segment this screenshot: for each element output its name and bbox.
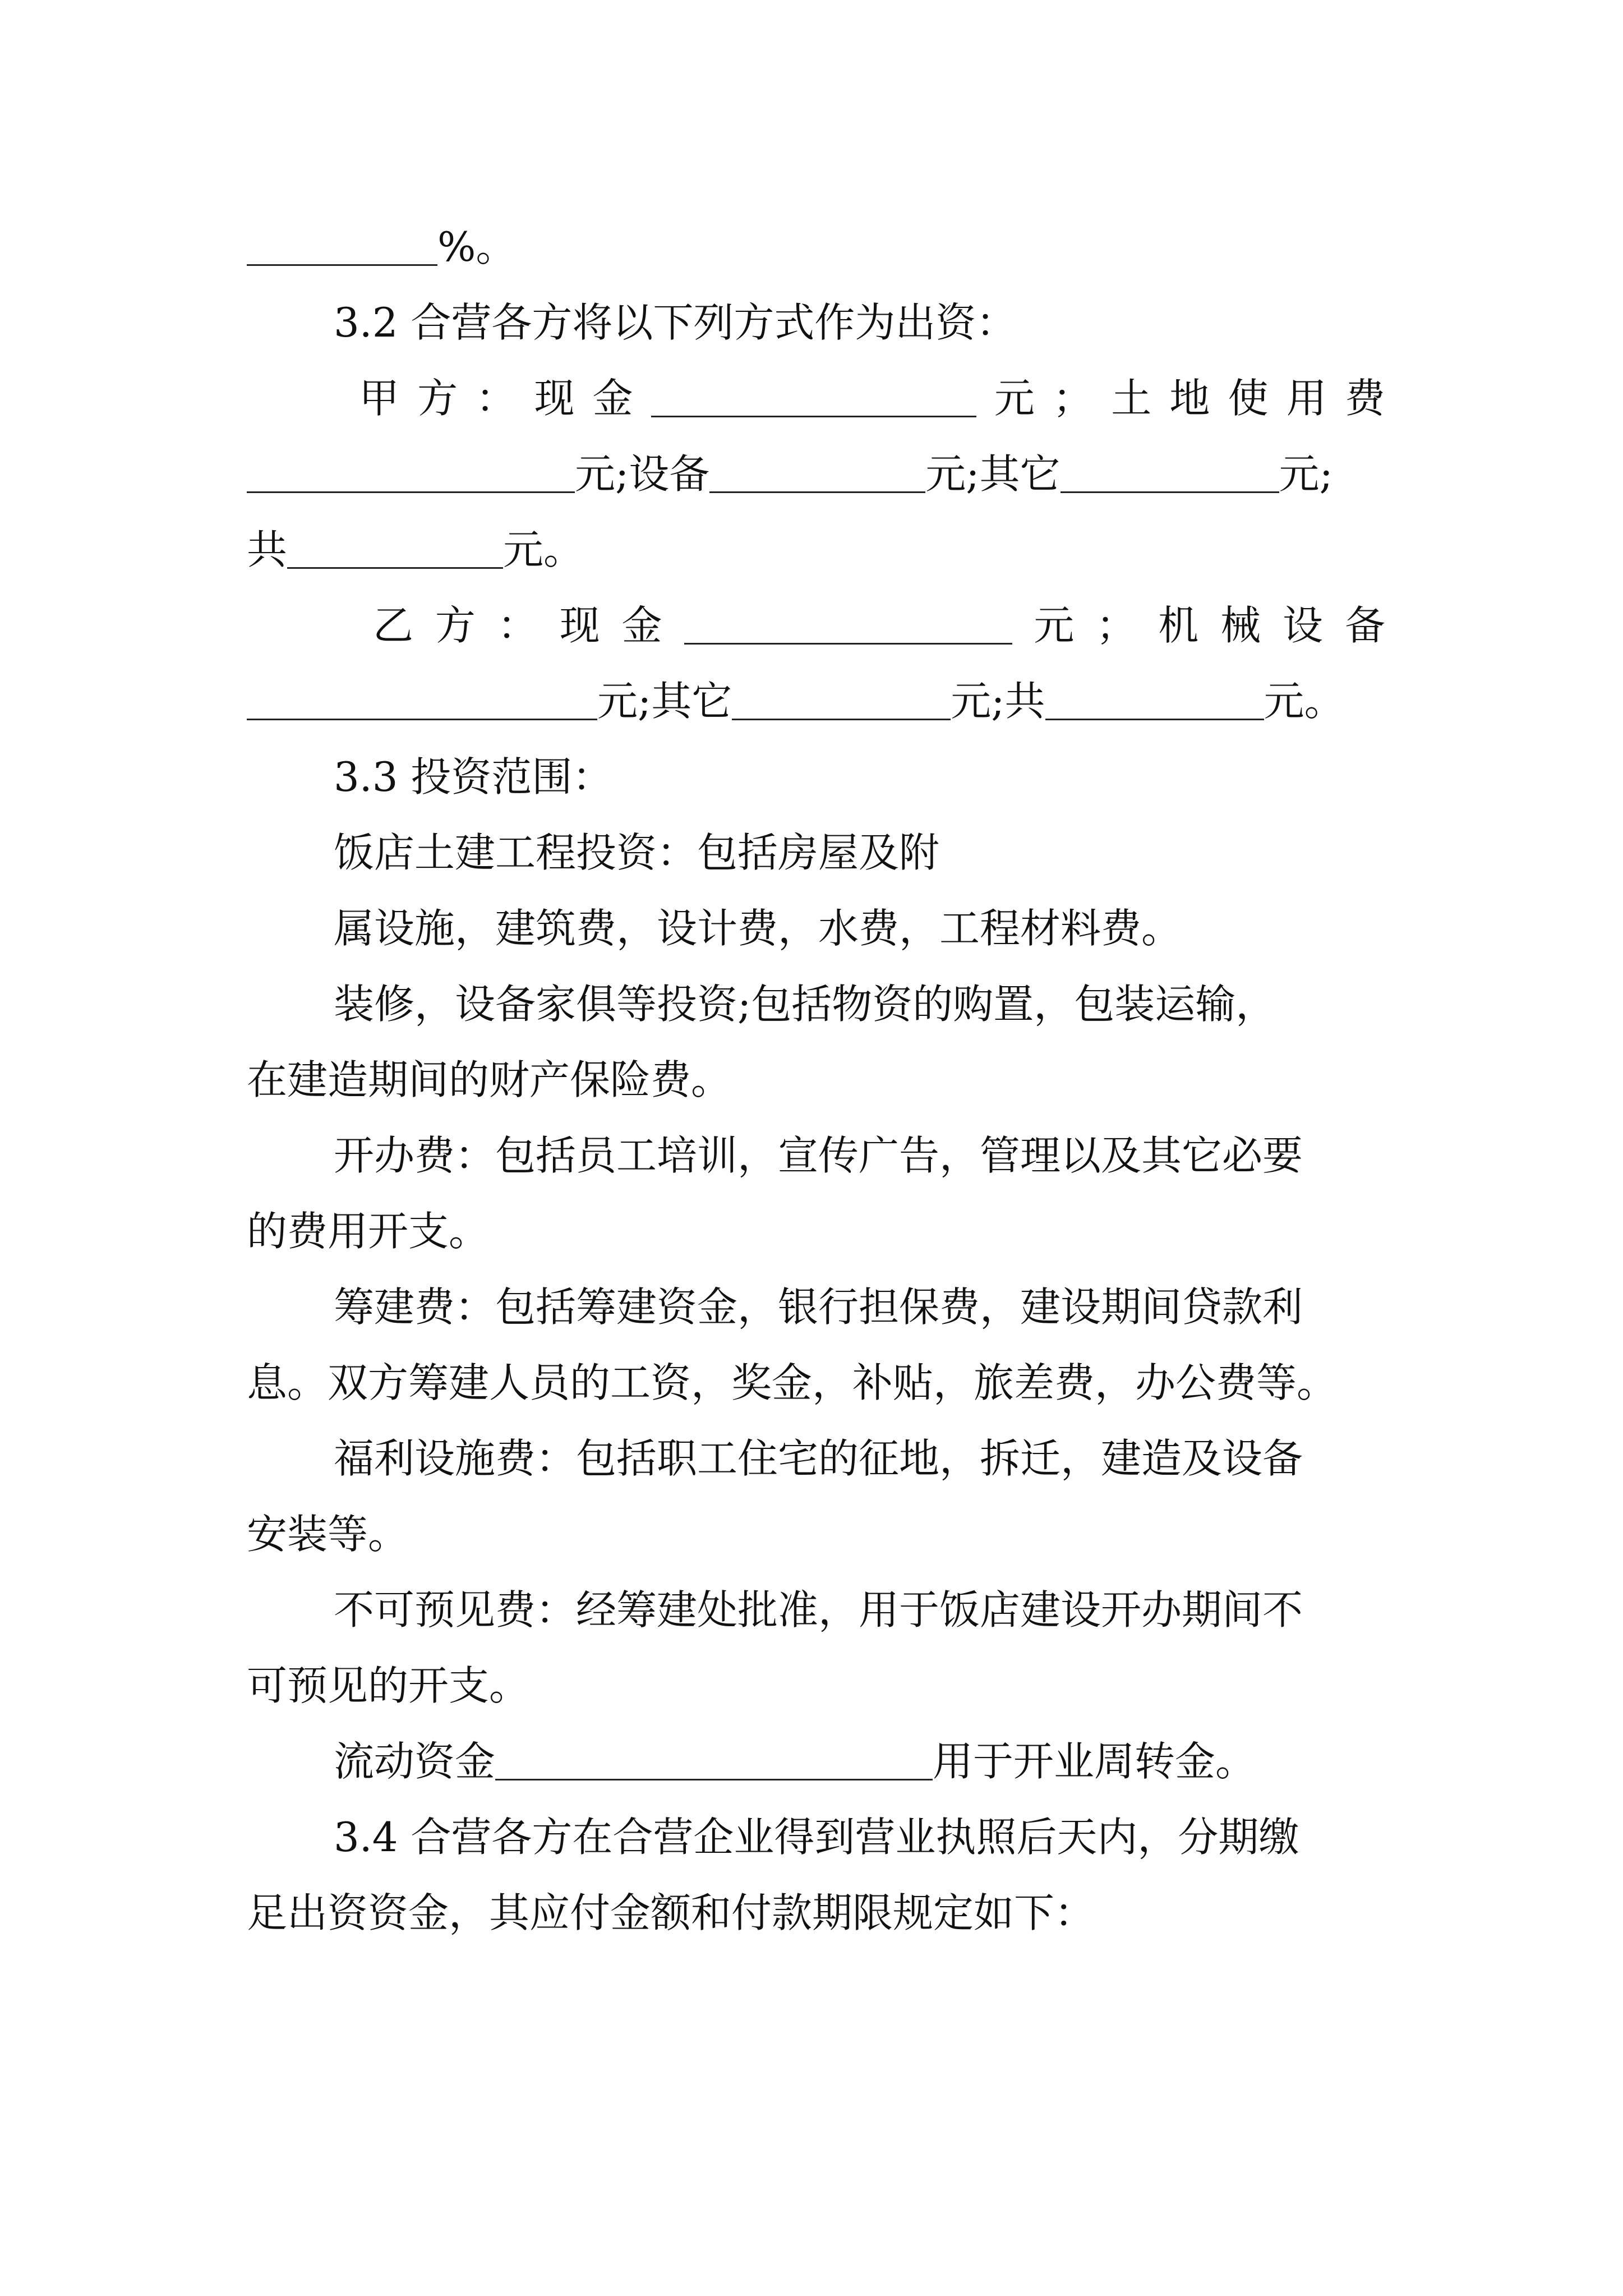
working-capital-label: 流动资金 xyxy=(334,1738,496,1785)
working-capital-suffix: 用于开业周转金。 xyxy=(933,1738,1256,1785)
blank-party-a-cash xyxy=(651,380,976,417)
party-a-char-3: ： xyxy=(476,375,517,422)
party-b-char-1: 乙 xyxy=(373,602,414,649)
working-capital-line xyxy=(247,1731,1385,1792)
welfare-fee-line-2: 安装等。 xyxy=(247,1511,409,1558)
blank-equipment xyxy=(709,455,925,493)
percent-line xyxy=(247,216,1385,278)
party-b-char-4: 现 xyxy=(559,602,600,649)
preparation-fee-line-1: 筹建费：包括筹建资金，银行担保费，建设期间贷款利 xyxy=(334,1283,1303,1331)
party-a-char-6: 元 xyxy=(994,375,1035,422)
opening-fee-line-1: 开办费：包括员工培训，宣传广告，管理以及其它必要 xyxy=(334,1132,1303,1179)
blank-party-b-other xyxy=(732,683,951,720)
blank-land-fee xyxy=(247,455,575,493)
blank-party-b-cash xyxy=(684,607,1012,645)
contingency-fee-line-2: 可预见的开支。 xyxy=(247,1662,530,1709)
party-a-equipment-label: 元;设备 xyxy=(575,450,710,498)
blank-party-a-total xyxy=(287,531,503,569)
party-b-char-5: 金 xyxy=(621,602,662,649)
clause-3-4-line-2: 足出资资金，其应付金额和付款期限规定如下： xyxy=(247,1889,1095,1936)
party-a-yuan-end: 元; xyxy=(1279,450,1333,498)
party-b-char-9: 械 xyxy=(1220,602,1261,649)
party-a-total-suffix: 元。 xyxy=(503,526,584,573)
party-a-char-12: 费 xyxy=(1344,375,1385,422)
party-a-char-11: 用 xyxy=(1286,375,1327,422)
opening-fee-line-2: 的费用开支。 xyxy=(247,1208,490,1255)
party-a-line-2 xyxy=(247,443,1385,505)
blank-machinery xyxy=(247,683,597,720)
party-b-char-2: 方 xyxy=(435,602,476,649)
party-b-char-8: 机 xyxy=(1158,602,1199,649)
party-b-char-7: ； xyxy=(1096,602,1137,649)
party-a-char-4: 现 xyxy=(534,375,575,422)
party-b-line-2 xyxy=(247,670,1385,732)
party-a-char-10: 使 xyxy=(1228,375,1269,422)
blank-party-b-total xyxy=(1045,683,1264,720)
decoration-line-1: 装修，设备家俱等投资;包括物资的购置，包装运输， xyxy=(334,981,1276,1028)
blank-percent xyxy=(247,228,437,266)
blank-working-capital xyxy=(495,1743,933,1780)
party-a-char-1: 甲 xyxy=(359,375,400,422)
welfare-fee-line-1: 福利设施费：包括职工住宅的征地，拆迁，建造及设备 xyxy=(334,1435,1303,1482)
party-a-char-8: 土 xyxy=(1111,375,1152,422)
party-a-line-1 xyxy=(247,367,1385,429)
party-b-char-10: 设 xyxy=(1283,602,1324,649)
party-b-total-suffix: 元。 xyxy=(1264,678,1345,725)
decoration-line-2: 在建造期间的财产保险费。 xyxy=(247,1056,732,1103)
party-a-total-line xyxy=(247,519,1385,581)
clause-3-2-heading: 3.2 合营各方将以下列方式作为出资： xyxy=(334,299,1017,346)
contingency-fee-line-1: 不可预见费：经筹建处批准，用于饭店建设开办期间不 xyxy=(334,1586,1303,1634)
party-a-char-7: ； xyxy=(1053,375,1094,422)
clause-3-4-line-1: 3.4 合营各方在合营企业得到营业执照后天内，分期缴 xyxy=(334,1814,1299,1861)
party-a-char-2: 方 xyxy=(417,375,458,422)
civil-works-line-1: 饭店土建工程投资：包括房屋及附 xyxy=(334,829,940,876)
party-b-char-6: 元 xyxy=(1034,602,1075,649)
party-b-char-11: 备 xyxy=(1344,602,1385,649)
party-b-line-1 xyxy=(247,595,1385,656)
percent-suffix: %。 xyxy=(437,223,517,270)
clause-3-3-heading: 3.3 投资范围： xyxy=(334,753,613,800)
party-b-total-label: 元;共 xyxy=(951,678,1045,725)
blank-other xyxy=(1061,455,1279,493)
civil-works-line-2: 属设施，建筑费，设计费，水费，工程材料费。 xyxy=(334,905,1182,952)
party-a-total-label: 共 xyxy=(247,526,288,573)
party-b-char-3: ： xyxy=(497,602,538,649)
party-a-other-label: 元;其它 xyxy=(925,450,1061,498)
party-a-char-9: 地 xyxy=(1169,375,1210,422)
preparation-fee-line-2: 息。双方筹建人员的工资，奖金，补贴，旅差费，办公费等。 xyxy=(247,1359,1338,1406)
party-a-char-5: 金 xyxy=(592,375,633,422)
party-b-other-label: 元;其它 xyxy=(597,678,732,725)
